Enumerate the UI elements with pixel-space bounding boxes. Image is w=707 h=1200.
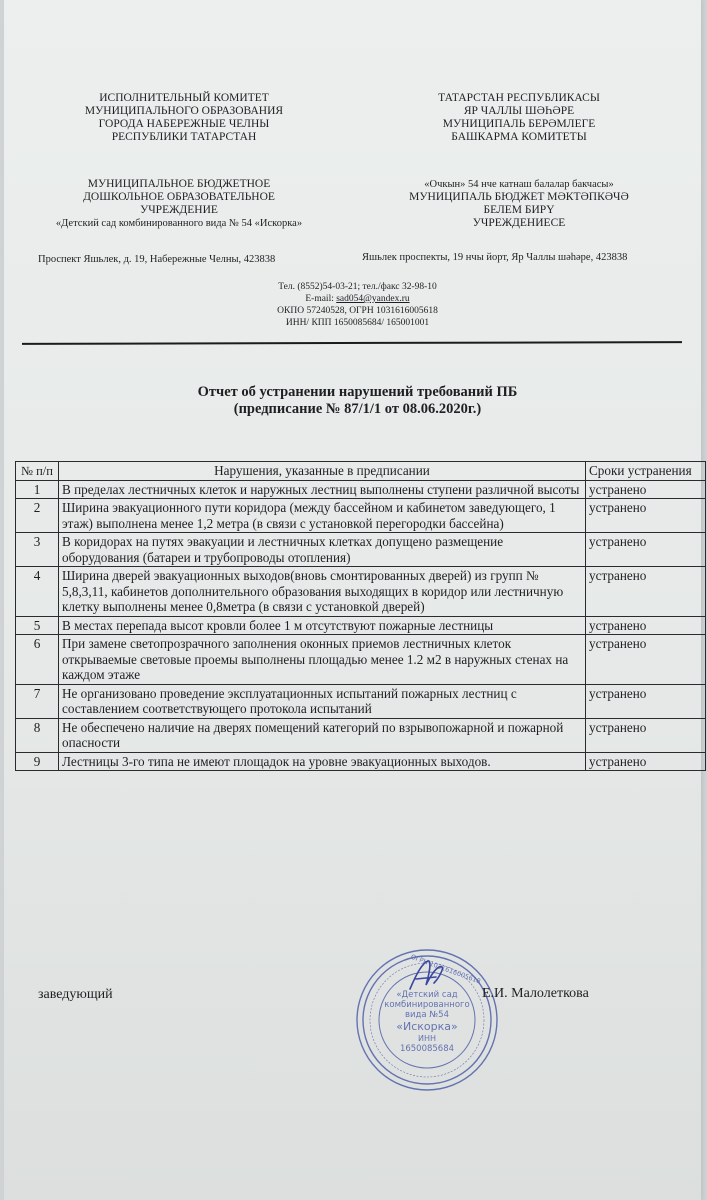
left-org-line: МУНИЦИПАЛЬНОГО ОБРАЗОВАНИЯ <box>84 105 284 117</box>
right-org-line: ЯР ЧАЛЛЫ ШӘҺӘРЕ <box>463 105 575 117</box>
row-status: устранено <box>586 533 706 567</box>
row-number: 5 <box>16 616 59 635</box>
left-org-line: РЕСПУБЛИКИ ТАТАРСТАН <box>111 131 257 143</box>
left-inst-line: «Детский сад комбинированного вида № 54 «Искорка» <box>55 218 303 229</box>
row-violation: Не организовано проведение эксплуатационных испытаний пожарных лестниц с составлением соответствующего протокола испытаний <box>59 684 586 718</box>
row-violation: Не обеспечено наличие на дверях помещений категорий по взрывопожарной и пожарной опасности <box>59 718 586 752</box>
row-status: устранено <box>586 635 706 685</box>
inn-line: ИНН/ КПП 1650085684/ 165001001 <box>285 318 430 328</box>
row-violation: Ширина эвакуационного пути коридора (между бассейном и кабинетом заведующего, 1 этаж) выполнена менее 1,2 метра (в связи с установкой перегородки бассейна) <box>59 499 586 533</box>
email-link[interactable]: sad054@yandex.ru <box>336 294 410 304</box>
signer-role: заведующий <box>38 987 113 1002</box>
okpo-line: ОКПО 57240528, ОГРН 1031616005618 <box>277 306 438 316</box>
table-row <box>16 533 706 567</box>
table-row <box>16 480 706 499</box>
stamp-line: вида №54 <box>405 1010 449 1020</box>
violations-table <box>15 461 706 771</box>
right-inst-line: МУНИЦИПАЛЬ БЮДЖЕТ МӘКТӘПКӘЧӘ <box>409 191 629 203</box>
right-inst-line: «Очкын» 54 нче катнаш балалар бакчасы» <box>424 179 614 190</box>
document-title <box>4 384 707 418</box>
phone-line: Тел. (8552)54-03-21; тел./факс 32-98-10 <box>278 282 437 292</box>
left-institution-header <box>24 178 334 230</box>
left-organization-header <box>44 92 324 144</box>
right-org-line: МУНИЦИПАЛЬ БЕРӘМЛЕГЕ <box>442 118 596 130</box>
right-inst-line: УЧРЕЖДЕНИЕСЕ <box>472 217 566 229</box>
title-line-1: Отчет об устранении нарушений требований ПБ <box>197 384 518 400</box>
handwritten-signature <box>402 955 452 1000</box>
right-org-line: ТАТАРСТАН РЕСПУБЛИКАСЫ <box>438 92 600 104</box>
row-number: 2 <box>16 499 59 533</box>
left-org-line: ИСПОЛНИТЕЛЬНЫЙ КОМИТЕТ <box>99 92 269 104</box>
row-number: 4 <box>16 567 59 617</box>
stamp-line: ИНН <box>417 1034 437 1043</box>
table-row <box>16 499 706 533</box>
row-status: устранено <box>586 616 706 635</box>
stamp-line: 1650085684 <box>399 1044 455 1054</box>
row-status: устранено <box>586 752 706 771</box>
row-status: устранено <box>586 499 706 533</box>
stamp-line: «Детский сад <box>396 990 458 1000</box>
stamp-line: комбинированного <box>384 1000 470 1010</box>
row-number: 1 <box>16 480 59 499</box>
row-number: 3 <box>16 533 59 567</box>
table-row <box>16 752 706 771</box>
header-deadline: Сроки устранения <box>586 462 706 481</box>
table-header-row <box>16 462 706 481</box>
row-number: 9 <box>16 752 59 771</box>
left-address: Проспект Яшьлек, д. 19, Набережные Челны, 423838 <box>38 254 276 265</box>
header-divider <box>22 341 682 345</box>
left-org-line: ГОРОДА НАБЕРЕЖНЫЕ ЧЕЛНЫ <box>98 118 270 130</box>
table-row <box>16 635 706 685</box>
left-inst-line: МУНИЦИПАЛЬНОЕ БЮДЖЕТНОЕ <box>87 178 271 190</box>
row-violation: В коридорах на путях эвакуации и лестничных клетках допущено размещение оборудования (батареи и трубопроводы отопления) <box>59 533 586 567</box>
row-violation: Лестницы 3-го типа не имеют площадок на уровне эвакуационных выходов. <box>59 752 586 771</box>
header-violations: Нарушения, указанные в предписании <box>59 462 586 481</box>
signer-name: Е.И. Малолеткова <box>482 986 589 1001</box>
email-line <box>4 293 707 305</box>
left-inst-line: ДОШКОЛЬНОЕ ОБРАЗОВАТЕЛЬНОЕ <box>83 191 275 203</box>
row-violation: В местах перепада высот кровли более 1 м отсутствуют пожарные лестницы <box>59 616 586 635</box>
row-number: 8 <box>16 718 59 752</box>
right-organization-header <box>389 92 649 144</box>
right-org-line: БАШКАРМА КОМИТЕТЫ <box>451 131 587 143</box>
table-row <box>16 718 706 752</box>
row-status: устранено <box>586 567 706 617</box>
row-number: 6 <box>16 635 59 685</box>
left-inst-line: УЧРЕЖДЕНИЕ <box>140 204 218 216</box>
right-address: Яшьлек проспекты, 19 нчы йорт, Яр Чаллы шәһәре, 423838 <box>362 252 628 263</box>
row-status: устранено <box>586 718 706 752</box>
document-page <box>4 0 701 1200</box>
right-institution-header <box>379 178 659 230</box>
table-row <box>16 684 706 718</box>
row-status: устранено <box>586 684 706 718</box>
contact-info <box>4 281 707 329</box>
stamp-line: «Искорка» <box>396 1020 458 1033</box>
row-number: 7 <box>16 684 59 718</box>
table-row <box>16 616 706 635</box>
row-violation: Ширина дверей эвакуационных выходов(вновь смонтированных дверей) из групп № 5,8,3,11, кабинетов дополнительного образования выходящих в коридор или лестничную клетку выполнены менее 0,8метра (в связи с установкой дверей) <box>59 567 586 617</box>
title-line-2: (предписание № 87/1/1 от 08.06.2020г.) <box>233 401 482 417</box>
right-inst-line: БЕЛЕМ БИРҮ <box>483 204 555 216</box>
row-status: устранено <box>586 480 706 499</box>
signature-graphic <box>402 955 452 995</box>
header-number: № п/п <box>16 462 59 481</box>
row-violation: В пределах лестничных клеток и наружных лестниц выполнены ступени различной высоты <box>59 480 586 499</box>
table-row <box>16 567 706 617</box>
row-violation: При замене светопрозрачного заполнения оконных приемов лестничных клеток открываемые световые проемы выполнены площадью менее 1.2 м2 в наружных стенах на каждом этаже <box>59 635 586 685</box>
stamp-ogrn: ОГРН 1031616005618 <box>409 952 482 986</box>
email-label: E-mail: <box>305 294 337 304</box>
